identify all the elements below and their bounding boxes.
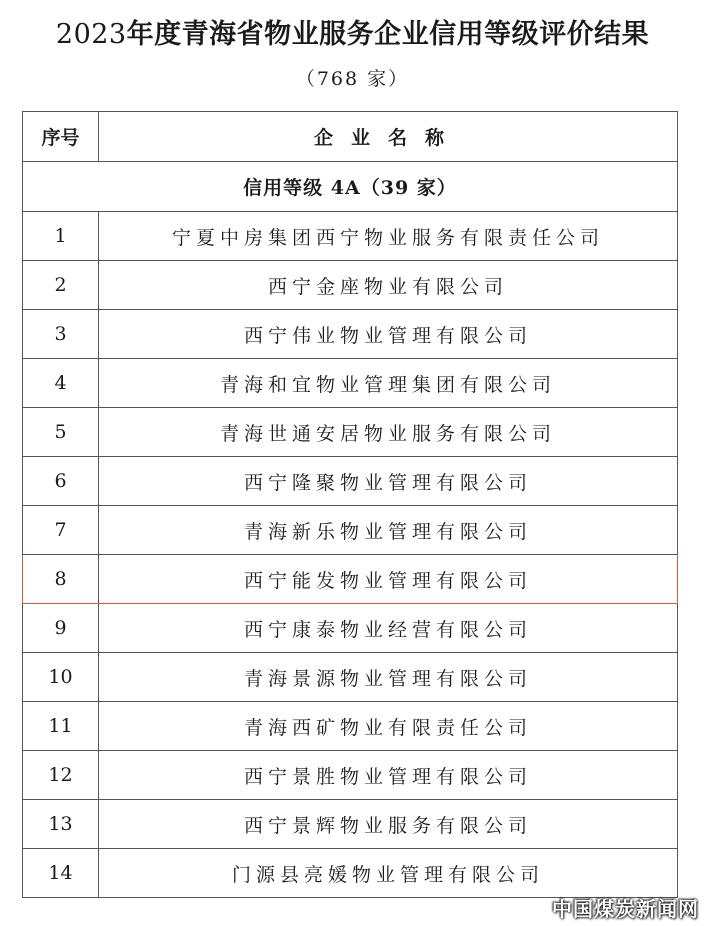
row-index: 7: [23, 506, 99, 555]
watermark-logo: 中国煤炭新闻网: [552, 897, 699, 921]
row-name: 青海和宜物业管理集团有限公司: [99, 359, 678, 408]
table-row: [23, 506, 678, 555]
row-index: 12: [23, 751, 99, 800]
row-name: 西宁康泰物业经营有限公司: [99, 604, 678, 653]
row-name: 西宁伟业物业管理有限公司: [99, 310, 678, 359]
row-index: 8: [23, 555, 99, 604]
row-index: 6: [23, 457, 99, 506]
row-name: 青海新乐物业管理有限公司: [99, 506, 678, 555]
table-row: [23, 457, 678, 506]
row-name: 青海西矿物业有限责任公司: [99, 702, 678, 751]
table-row: [23, 849, 678, 898]
row-name: 青海景源物业管理有限公司: [99, 653, 678, 702]
group-label: 信用等级 4A（39 家）: [23, 162, 678, 212]
row-name: 西宁能发物业管理有限公司: [99, 555, 678, 604]
row-index: 1: [23, 212, 99, 261]
row-name: 青海世通安居物业服务有限公司: [99, 408, 678, 457]
table-row: [23, 212, 678, 261]
row-name: 西宁隆聚物业管理有限公司: [99, 457, 678, 506]
title-text: 年度青海省物业服务企业信用等级评价结果: [126, 19, 650, 50]
table-row: [23, 800, 678, 849]
row-name: 宁夏中房集团西宁物业服务有限责任公司: [99, 212, 678, 261]
row-index: 9: [23, 604, 99, 653]
row-name: 门源县亮媛物业管理有限公司: [99, 849, 678, 898]
row-index: 2: [23, 261, 99, 310]
row-index: 10: [23, 653, 99, 702]
page-subtitle: （768 家）: [295, 68, 410, 90]
table-row: [23, 604, 678, 653]
row-name: 西宁景胜物业管理有限公司: [99, 751, 678, 800]
row-index: 3: [23, 310, 99, 359]
group-row: [23, 162, 678, 212]
table-row: [23, 702, 678, 751]
table-row: [23, 653, 678, 702]
table-row: [23, 359, 678, 408]
row-index: 14: [23, 849, 99, 898]
table-row-highlighted: [23, 555, 678, 604]
row-index: 13: [23, 800, 99, 849]
row-name: 西宁金座物业有限公司: [99, 261, 678, 310]
table-row: [23, 751, 678, 800]
row-index: 5: [23, 408, 99, 457]
row-index: 4: [23, 359, 99, 408]
header-name: 企业名称: [99, 112, 678, 162]
table-row: [23, 408, 678, 457]
results-table: [22, 111, 678, 898]
table-row: [23, 261, 678, 310]
title-year: 2023: [55, 19, 127, 50]
row-index: 11: [23, 702, 99, 751]
row-name: 西宁景辉物业服务有限公司: [99, 800, 678, 849]
header-index: 序号: [23, 112, 99, 162]
table-header-row: [23, 112, 678, 162]
page-title: [0, 12, 705, 51]
table-row: [23, 310, 678, 359]
